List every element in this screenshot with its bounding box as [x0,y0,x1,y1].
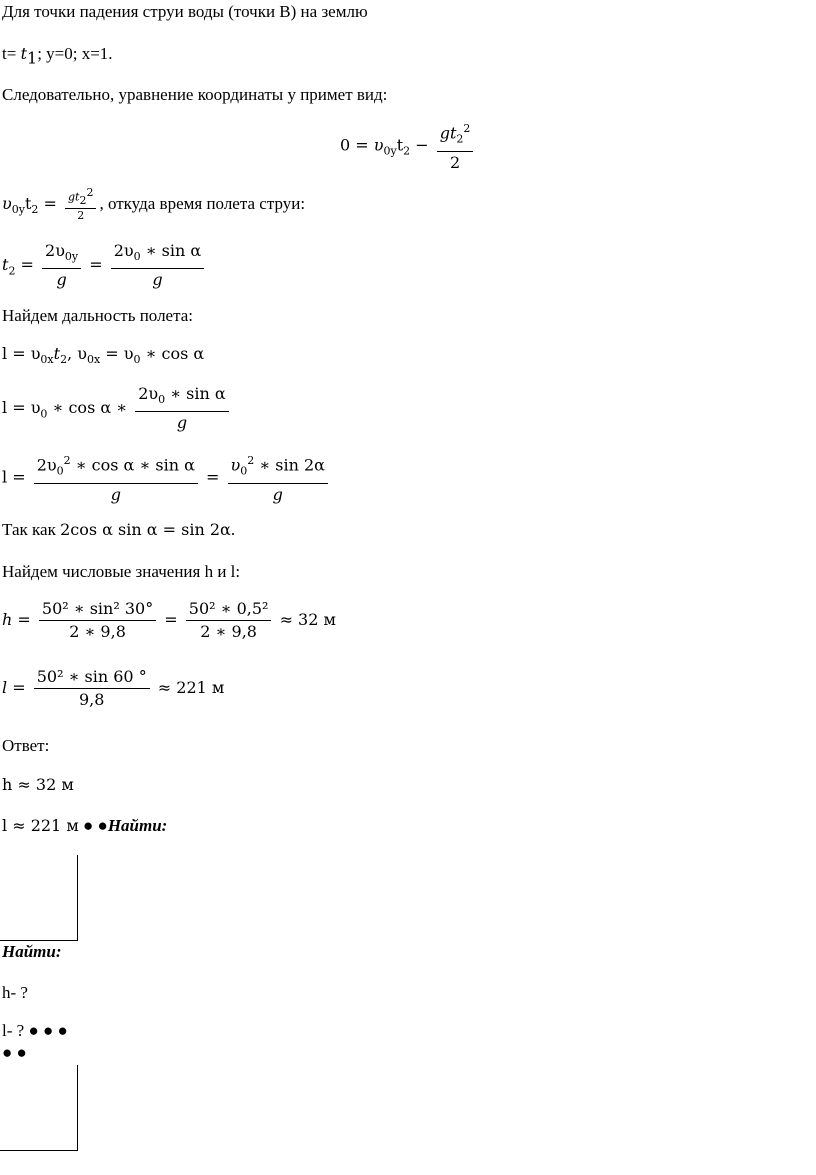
identity-line: Так как 2cos α sin α = sin 2α. [2,520,236,539]
equation-range-sub: $l = \upsilon_0$ ∗ cos α ∗ $\frac{2\upsilon_0 ∗ \sin \alpha}{g}$ [2,383,232,434]
find-h: h- ? [2,983,28,1002]
equation-range-final: l = $\frac{2\upsilon_0^2 ∗ \cos \alpha ∗ \sin \alpha}{g}$ = $\frac{\upsilon_0^2 ∗ \sin 2\alpha}{g}$ [2,450,331,506]
intro-line: Для точки падения струи воды (точки В) на землю [2,2,368,21]
answer-label: Ответ: [2,736,50,755]
answer-l: l ≈ 221 м ● ●Найти: [2,816,168,835]
answer-h: h ≈ 32 м [2,775,74,794]
equation-range-def: $l = \upsilon_{0x}t_2$, $\upsilon_{0x} = \upsilon_0$ ∗ cos α [2,344,205,367]
find-l: l- ? ● ● ● [2,1021,68,1040]
empty-box-top [0,855,78,941]
conditions-line: $t= t_1$; y=0; x=1. [2,44,113,68]
statement-line: Следовательно, уравнение координаты у примет вид: [2,85,388,104]
range-heading: Найдем дальность полета: [2,306,194,325]
empty-box-bottom [0,1065,78,1151]
find-heading: Найти: [2,942,62,961]
values-heading: Найдем числовые значения h и l: [2,562,241,581]
equation-time-flight: $\upsilon_{0y}t_2$ = $\frac{gt_2^2}{2}$ , откуда время полета струи: [2,186,306,222]
equation-h-value: h = $\frac{\text{50² ∗ sin² 30°}}{2 ∗ 9,8}$ = $\frac{\text{50² ∗ 0,5²}}{2 ∗ 9,8}$ ≈ 32 м [2,599,336,641]
equation-t2: $t_2$ = $\frac{2\upsilon_{0y}}{g}$ = $\frac{2\upsilon_0 ∗ \sin \alpha}{g}$ [2,240,207,291]
bullet-row: ● ● [2,1043,27,1062]
equation-y-coordinate: $0 = \upsilon_{0y}t_2$ − $\frac{gt_2^2}{2}$ [340,118,476,174]
equation-l-value: l = $\frac{\text{50² ∗ sin 60 °}}{9,8}$ ≈ 221 м [2,667,225,709]
